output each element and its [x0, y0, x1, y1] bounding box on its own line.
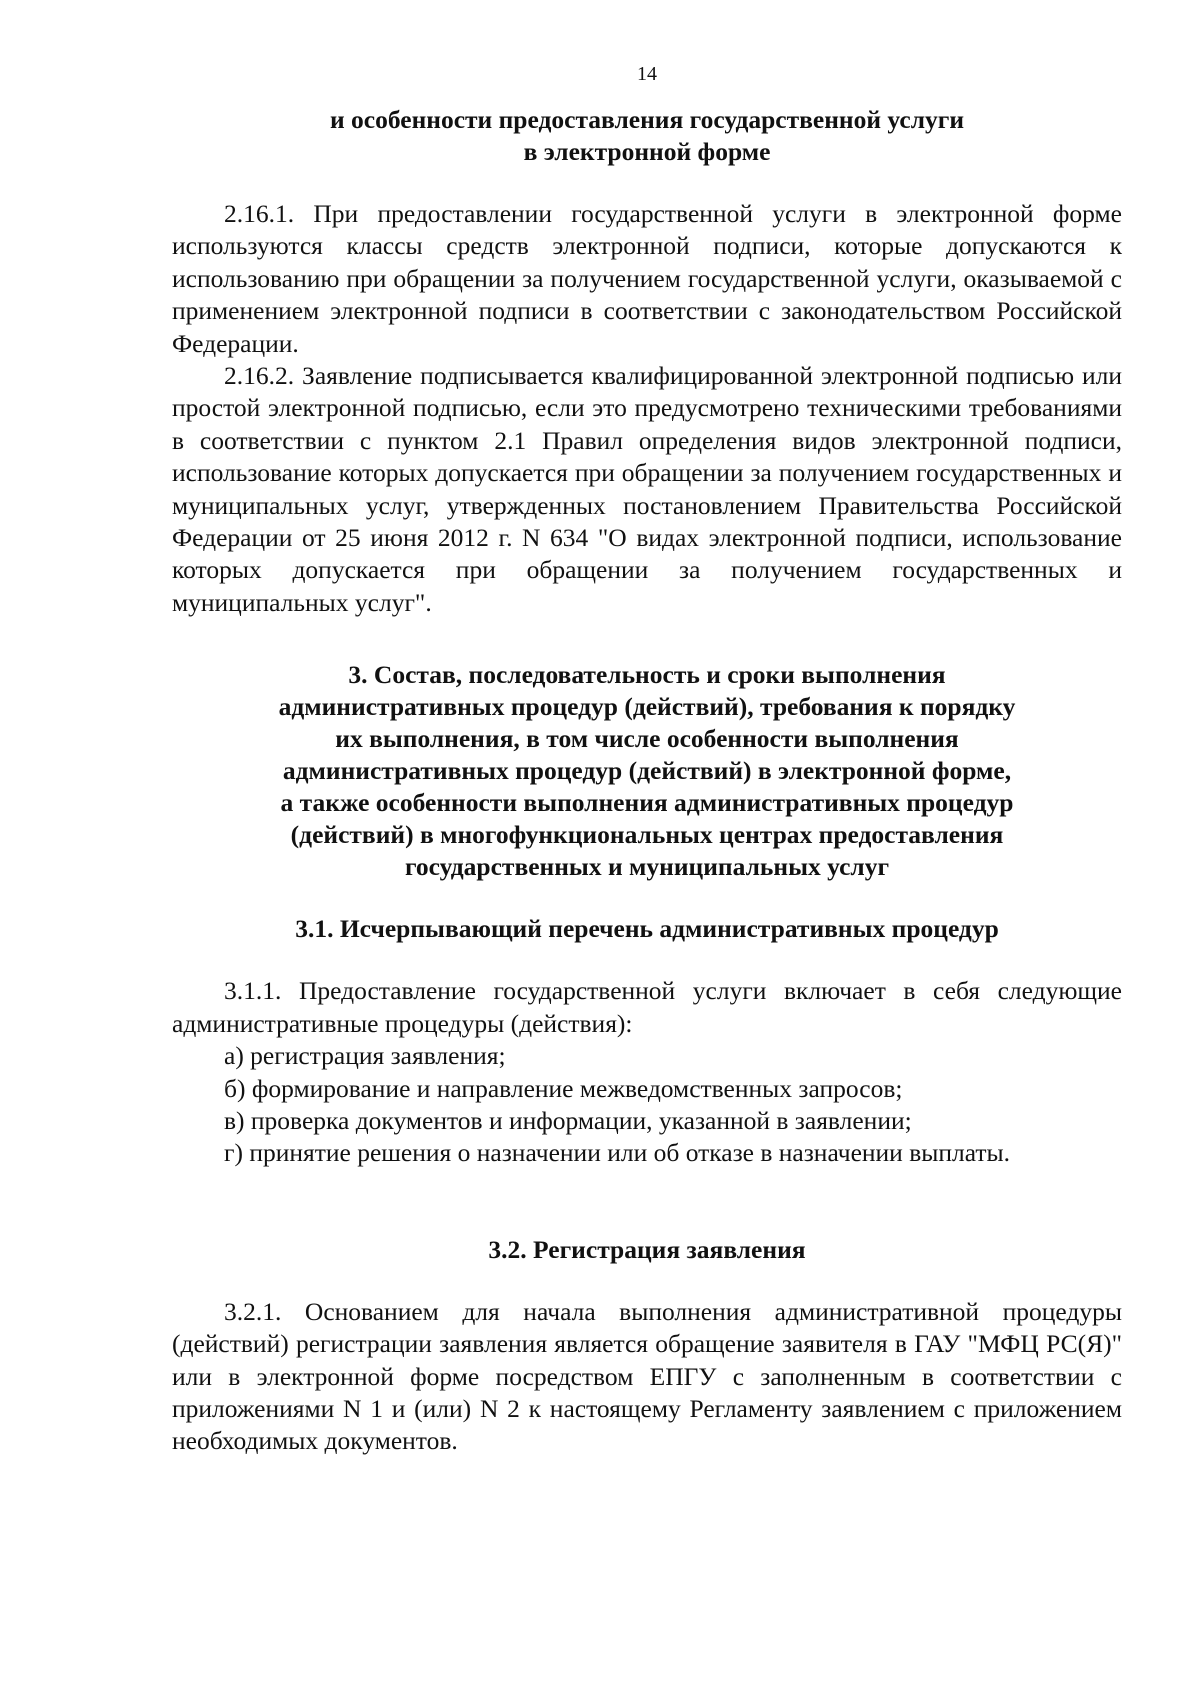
heading-line: а также особенности выполнения административных процедур [280, 788, 1014, 818]
paragraph-2-16-1: 2.16.1. При предоставлении государственной услуги в электронной форме используются классы средств электронной подписи, которые допускаются к использованию при обращении за получением государственной услуги, оказываемой с применением электронной подписи в соответствии с законодательством Российской Федерации. [172, 199, 1122, 358]
list-item: в) проверка документов и информации, указанной в заявлении; [224, 1105, 912, 1135]
paragraph-3-2-1: 3.2.1. Основанием для начала выполнения административной процедуры (действий) регистрации заявления является обращение заявителя в ГАУ "МФЦ РС(Я)" или в электронной форме посредством ЕПГУ с заполненным в соответствии с приложениями N 1 и (или) N 2 к настоящему Регламенту заявлением с приложением необходимых документов. [172, 1296, 1122, 1456]
section-heading-3 [172, 659, 1122, 883]
paragraph-2-16-2: 2.16.2. Заявление подписывается квалифицированной электронной подписью или простой электронной подписью, если это предусмотрено техническими требованиями в соответствии с пунктом 2.1 Правил определения видов электронной подписи, использование которых допускается при обращении за получением государственных и муниципальных услуг, утвержденных постановлением Правительства Российской Федерации от 25 июня 2012 г. N 634 "О видах электронной подписи, использование которых допускается при обращении за получением государственных и муниципальных услуг". [172, 361, 1122, 617]
section-heading-2-16 [172, 104, 1122, 168]
list-item: г) принятие решения о назначении или об отказе в назначении выплаты. [224, 1138, 1011, 1168]
section-heading-3-2: 3.2. Регистрация заявления [488, 1234, 806, 1264]
page-number: 14 [637, 63, 657, 85]
heading-line: в электронной форме [523, 137, 771, 166]
heading-line: государственных и муниципальных услуг [404, 852, 890, 882]
heading-line: административных процедур (действий) в электронной форме, [282, 756, 1012, 786]
document-page [172, 62, 1122, 1458]
list-item: а) регистрация заявления; [224, 1041, 506, 1071]
paragraph-3-1-1: 3.1.1. Предоставление государственной услуги включает в себя следующие административные процедуры (действия): [172, 976, 1122, 1038]
section-heading-3-1: 3.1. Исчерпывающий перечень административных процедур [295, 914, 999, 944]
heading-line: их выполнения, в том числе особенности выполнения [335, 724, 959, 754]
heading-line: (действий) в многофункциональных центрах предоставления [290, 820, 1004, 850]
heading-line: административных процедур (действий), требования к порядку [278, 692, 1016, 722]
list-item: б) формирование и направление межведомственных запросов; [224, 1073, 903, 1103]
heading-line: 3. Состав, последовательность и сроки выполнения [348, 660, 946, 690]
heading-line: и особенности предоставления государственной услуги [329, 105, 965, 134]
